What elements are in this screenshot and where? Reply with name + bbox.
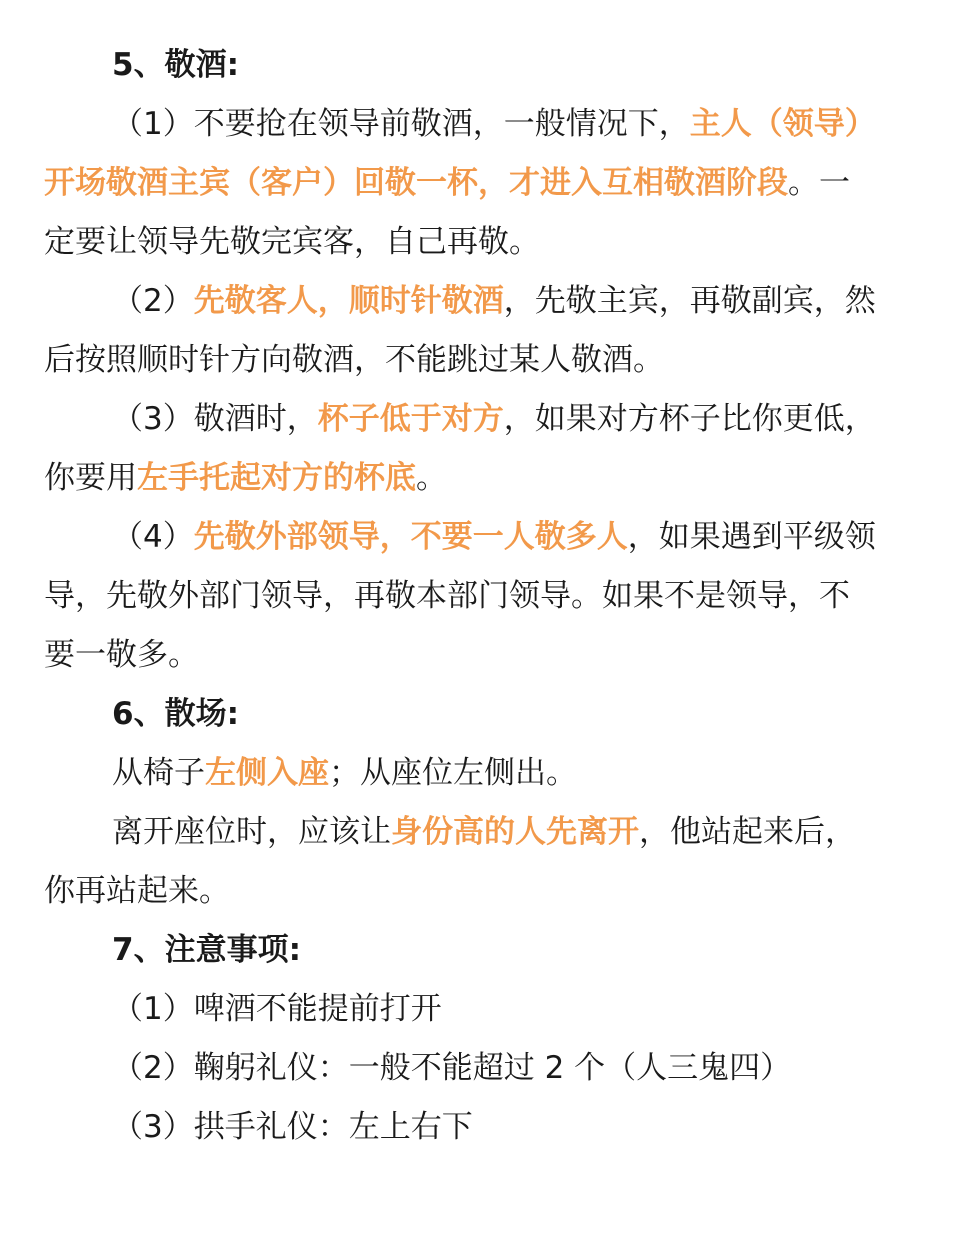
- highlight-text: 主人（领导）: [689, 106, 876, 142]
- paragraph-line: [44, 95, 920, 154]
- text-run: 从椅子: [112, 755, 205, 791]
- text-run: （3）敬酒时，: [112, 401, 318, 437]
- text-run: （4）: [112, 519, 194, 555]
- text-run: ，先敬主宾，再敬副宾，然: [503, 283, 876, 319]
- text-run: 你再站起来。: [44, 873, 230, 909]
- section-5-heading: 5、敬酒:: [112, 47, 239, 83]
- text-run: （2）: [112, 283, 194, 319]
- highlight-text: 开场敬酒主宾（客户）回敬一杯，才进入互相敬酒阶段: [44, 165, 788, 201]
- text-run: 。一: [788, 165, 850, 201]
- document-page: [44, 36, 920, 1157]
- text-run: ，他站起来后，: [639, 814, 856, 850]
- text-run: 后按照顺时针方向敬酒，不能跳过某人敬酒。: [44, 342, 664, 378]
- paragraph-line: [44, 567, 920, 626]
- text-run: 要一敬多。: [44, 637, 199, 673]
- highlight-text: 身份高的人先离开: [391, 814, 639, 850]
- list-item: [44, 1039, 920, 1098]
- text-run: 导，先敬外部门领导，再敬本部门领导。如果不是领导，不: [44, 578, 850, 614]
- text-run: （1）不要抢在领导前敬酒，一般情况下，: [112, 106, 690, 142]
- highlight-text: 先敬客人，顺时针敬酒: [193, 283, 504, 319]
- paragraph-line: [44, 213, 920, 272]
- paragraph-line: [44, 744, 920, 803]
- text-run: （1）啤酒不能提前打开: [112, 991, 442, 1027]
- section-6-heading: 6、散场:: [112, 696, 239, 732]
- list-item: [44, 1098, 920, 1157]
- section-7-heading: 7、注意事项:: [112, 932, 301, 968]
- text-run: （3）拱手礼仪：左上右下: [112, 1109, 473, 1145]
- paragraph-line: [44, 449, 920, 508]
- highlight-text: 左手托起对方的杯底: [137, 460, 416, 496]
- paragraph-line: [44, 862, 920, 921]
- text-run: ，如果对方杯子比你更低，: [503, 401, 876, 437]
- text-run: ；从座位左侧出。: [329, 755, 577, 791]
- paragraph-line: [44, 508, 920, 567]
- paragraph-line: [44, 154, 920, 213]
- text-run: 你要用: [44, 460, 137, 496]
- paragraph-line: [44, 803, 920, 862]
- paragraph-line: [44, 390, 920, 449]
- paragraph-line: [44, 626, 920, 685]
- highlight-text: 左侧入座: [205, 755, 329, 791]
- list-item: [44, 980, 920, 1039]
- highlight-text: 先敬外部领导，不要一人敬多人: [193, 519, 628, 555]
- highlight-text: 杯子低于对方: [317, 401, 504, 437]
- text-run: 。: [416, 460, 447, 496]
- text-run: 离开座位时，应该让: [112, 814, 391, 850]
- text-run: ，如果遇到平级领: [627, 519, 876, 555]
- paragraph-line: [44, 331, 920, 390]
- paragraph-line: [44, 272, 920, 331]
- text-run: 定要让领导先敬完宾客，自己再敬。: [44, 224, 540, 260]
- text-run: （2）鞠躬礼仪：一般不能超过 2 个（人三鬼四）: [112, 1050, 792, 1086]
